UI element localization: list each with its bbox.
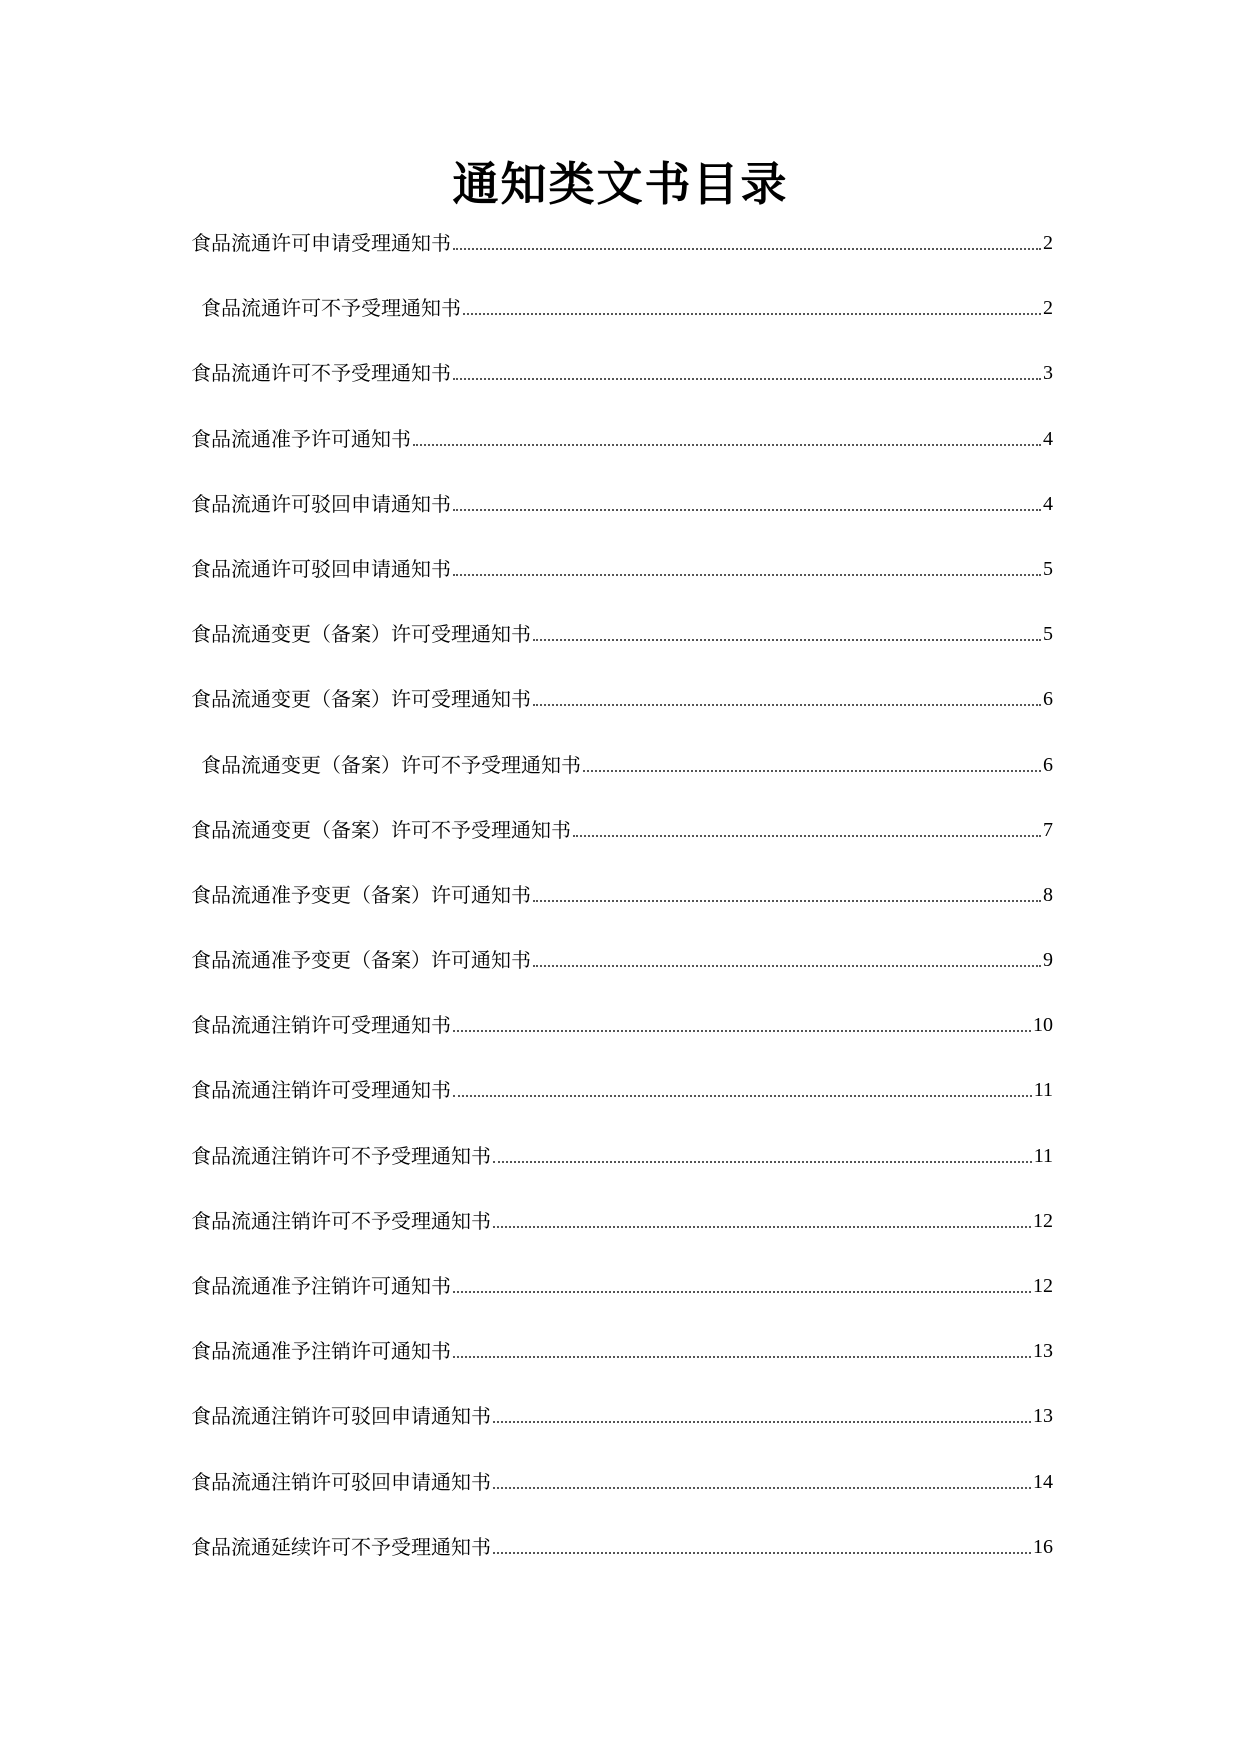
- toc-dot-leader: [463, 313, 1041, 315]
- toc-entry[interactable]: [191, 1234, 1053, 1299]
- toc-entry[interactable]: [191, 843, 1053, 908]
- toc-entry[interactable]: [191, 647, 1053, 712]
- toc-entry[interactable]: [191, 582, 1053, 647]
- toc-entry[interactable]: [191, 1038, 1053, 1103]
- toc-dot-leader: [413, 444, 1041, 446]
- toc-entry-title: 食品流通注销许可驳回申请通知书: [191, 1404, 491, 1429]
- toc-entry[interactable]: [191, 321, 1053, 386]
- toc-entry-title: 食品流通准予变更（备案）许可通知书: [191, 948, 531, 973]
- toc-entry-page-number: 13: [1033, 1405, 1053, 1428]
- toc-entry-title: 食品流通许可驳回申请通知书: [191, 491, 451, 516]
- toc-entry-title: 食品流通注销许可受理通知书: [191, 1078, 451, 1103]
- toc-entry-page-number: 6: [1043, 753, 1053, 776]
- toc-entry-title: 食品流通注销许可不予受理通知书: [191, 1143, 491, 1168]
- toc-entry-page-number: 12: [1033, 1275, 1053, 1297]
- toc-entry-title: 食品流通许可驳回申请通知书: [191, 556, 451, 581]
- toc-entry-title: 食品流通变更（备案）许可受理通知书: [191, 687, 531, 712]
- toc-dot-leader: [493, 1552, 1031, 1554]
- toc-entry-title: 食品流通注销许可驳回申请通知书: [191, 1469, 491, 1494]
- toc-entry-title: 食品流通准予许可通知书: [191, 426, 411, 451]
- toc-entry-title: 食品流通注销许可不予受理通知书: [191, 1208, 491, 1233]
- toc-dot-leader: [583, 770, 1041, 772]
- toc-entry-page-number: 2: [1043, 297, 1053, 320]
- toc-dot-leader: [493, 1161, 1032, 1163]
- toc-entry-title: 食品流通延续许可不予受理通知书: [191, 1534, 491, 1559]
- toc-entry-title: 食品流通许可申请受理通知书: [191, 231, 451, 255]
- toc-entry-page-number: 5: [1043, 557, 1053, 580]
- toc-entry[interactable]: [191, 778, 1053, 843]
- toc-entry-title: 食品流通准予注销许可通知书: [191, 1339, 451, 1364]
- toc-entry[interactable]: [191, 1103, 1053, 1168]
- toc-entry-title: 食品流通注销许可受理通知书: [191, 1013, 451, 1038]
- toc-dot-leader: [453, 248, 1041, 250]
- toc-dot-leader: [453, 509, 1041, 511]
- toc-entry[interactable]: [191, 1495, 1053, 1560]
- toc-entry-title: 食品流通准予变更（备案）许可通知书: [191, 882, 531, 907]
- toc-entry-title: 食品流通变更（备案）许可不予受理通知书: [201, 752, 581, 777]
- toc-dot-leader: [573, 835, 1041, 837]
- toc-entry[interactable]: [191, 1429, 1053, 1494]
- toc-entry[interactable]: [191, 256, 1053, 321]
- toc-dot-leader: [453, 1030, 1031, 1032]
- toc-entry-page-number: 4: [1043, 492, 1053, 515]
- toc-entry-title: 食品流通变更（备案）许可不予受理通知书: [191, 817, 571, 842]
- toc-entry-page-number: 2: [1043, 232, 1053, 254]
- toc-entry[interactable]: [191, 230, 1053, 256]
- toc-entry-page-number: 16: [1033, 1535, 1053, 1558]
- toc-entry-page-number: 5: [1043, 623, 1053, 646]
- toc-entry-page-number: 13: [1033, 1340, 1053, 1363]
- toc-entry-page-number: 11: [1033, 1144, 1053, 1167]
- toc-entry[interactable]: [191, 908, 1053, 973]
- toc-dot-leader: [493, 1487, 1031, 1489]
- toc-entry-page-number: 12: [1033, 1209, 1053, 1232]
- toc-dot-leader: [533, 639, 1041, 641]
- toc-entry[interactable]: [191, 1299, 1053, 1364]
- toc-entry[interactable]: [191, 973, 1053, 1038]
- toc-entry[interactable]: [191, 1364, 1053, 1429]
- toc-entry-page-number: 4: [1043, 427, 1053, 450]
- toc-entry-page-number: 11: [1033, 1079, 1053, 1102]
- toc-entry-page-number: 6: [1043, 688, 1053, 711]
- toc-list: [191, 230, 1053, 1560]
- toc-dot-leader: [533, 965, 1041, 967]
- toc-dot-leader: [453, 1095, 1032, 1097]
- toc-dot-leader: [493, 1421, 1031, 1423]
- toc-entry-page-number: 3: [1043, 362, 1053, 385]
- toc-entry-page-number: 10: [1033, 1014, 1053, 1037]
- document-title: 通知类文书目录: [452, 157, 789, 211]
- toc-entry[interactable]: [191, 517, 1053, 582]
- toc-entry-title: 食品流通变更（备案）许可受理通知书: [191, 622, 531, 647]
- toc-dot-leader: [533, 900, 1041, 902]
- toc-entry[interactable]: [191, 452, 1053, 517]
- toc-entry-page-number: 8: [1043, 883, 1053, 906]
- toc-entry-page-number: 7: [1043, 818, 1053, 841]
- toc-entry[interactable]: [191, 1169, 1053, 1234]
- toc-entry-page-number: 14: [1033, 1470, 1053, 1493]
- toc-entry-title: 食品流通许可不予受理通知书: [201, 296, 461, 321]
- toc-dot-leader: [453, 1291, 1031, 1293]
- toc-dot-leader: [533, 704, 1041, 706]
- toc-entry[interactable]: [191, 712, 1053, 777]
- toc-dot-leader: [453, 378, 1041, 380]
- toc-entry-page-number: 9: [1043, 949, 1053, 972]
- toc-dot-leader: [493, 1226, 1031, 1228]
- toc-dot-leader: [453, 1356, 1031, 1358]
- toc-entry-title: 食品流通准予注销许可通知书: [191, 1274, 451, 1298]
- toc-entry[interactable]: [191, 386, 1053, 451]
- toc-entry-title: 食品流通许可不予受理通知书: [191, 361, 451, 386]
- toc-dot-leader: [453, 574, 1041, 576]
